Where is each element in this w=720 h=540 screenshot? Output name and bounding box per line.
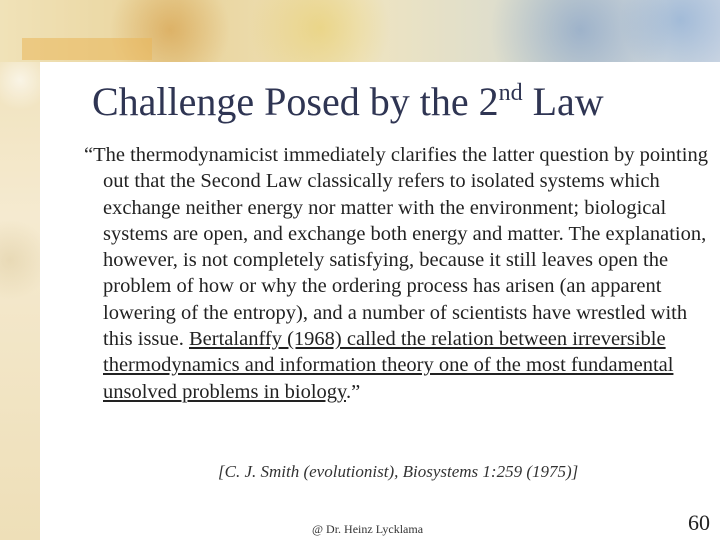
quote-paragraph <box>84 142 713 405</box>
title-text: Challenge Posed by the 2 <box>92 79 499 124</box>
title-text-end: Law <box>522 79 604 124</box>
decorative-gold-bar <box>22 38 152 60</box>
citation: [C. J. Smith (evolutionist), Biosystems 1:259 (1975)] <box>218 462 579 481</box>
footer-author: @ Dr. Heinz Lycklama <box>312 522 424 536</box>
background-left-strip <box>0 0 40 540</box>
quote-underlined-text: Bertalanffy (1968) called the relation between irreversible thermodynamics and information theory one of the most fundamental unsolved problems in biology <box>103 328 674 403</box>
quote-text: “The thermodynamicist immediately clarifies the latter question by pointing out that the Second Law classically refers to isolated systems which exchange neither energy nor matter with the environment; biological systems are open, and exchange both energy and matter. The explanation, however, is not completely satisfying, because it still leaves open the problem of how or why the ordering process has arisen (an apparent lowering of the entropy), and a number of scientists have wrestled with this issue. <box>84 144 708 351</box>
title-superscript: nd <box>498 80 523 106</box>
page-number: 60 <box>688 510 710 535</box>
slide-title <box>92 78 604 125</box>
quote-closing: .” <box>345 380 361 403</box>
